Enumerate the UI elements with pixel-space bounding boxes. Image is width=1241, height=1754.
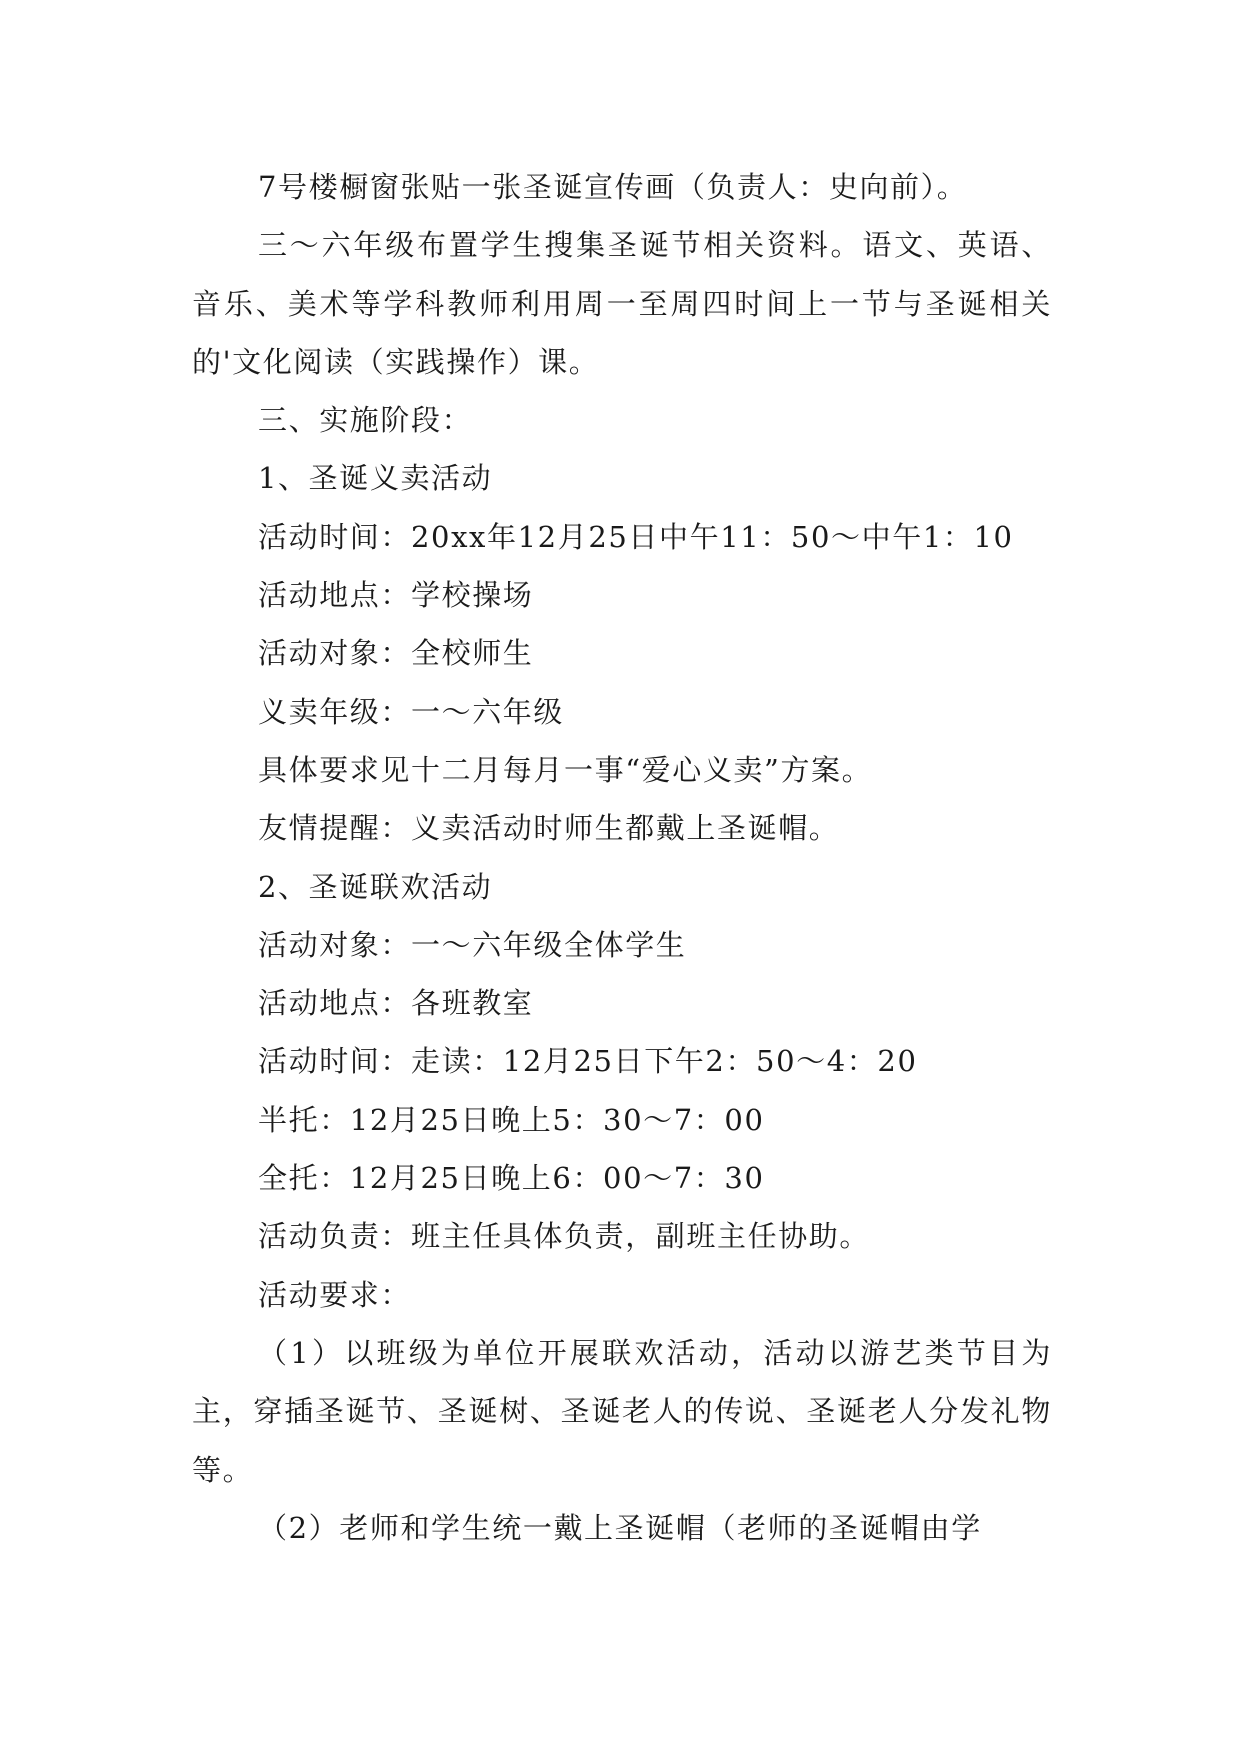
- party-audience: 活动对象：一～六年级全体学生: [258, 927, 687, 962]
- charity-audience: 活动对象：全校师生: [258, 636, 534, 671]
- charity-grades: 义卖年级：一～六年级: [258, 694, 565, 729]
- paragraph-poster: 7号楼橱窗张贴一张圣诞宣传画（负责人：史向前）。: [258, 170, 968, 204]
- charity-requirements: 具体要求见十二月每月一事“爱心义卖”方案。: [258, 752, 873, 787]
- party-location: 活动地点：各班教室: [258, 986, 534, 1021]
- charity-location: 活动地点：学校操场: [258, 578, 534, 613]
- section-heading-implementation: 三、实施阶段：: [258, 403, 473, 438]
- subheading-charity-sale: 1、圣诞义卖活动: [258, 461, 493, 496]
- party-responsible: 活动负责：班主任具体负责，副班主任协助。: [258, 1219, 871, 1254]
- party-requirement-1: （1）以班级为单位开展联欢活动，活动以游艺类节目为主，穿插圣诞节、圣诞树、圣诞老人的传说、圣诞老人分发礼物等。: [192, 1335, 1052, 1487]
- party-requirements-heading: 活动要求：: [258, 1277, 412, 1312]
- paragraph-grade-prep: 三～六年级布置学生搜集圣诞节相关资料。语文、英语、音乐、美术等学科教师利用周一至周四时间上一节与圣诞相关的'文化阅读（实践操作）课。: [192, 228, 1052, 379]
- party-time-day: 活动时间：走读：12月25日下午2：50～4：20: [258, 1044, 918, 1079]
- subheading-party: 2、圣诞联欢活动: [258, 869, 493, 904]
- charity-reminder: 友情提醒：义卖活动时师生都戴上圣诞帽。: [258, 811, 840, 846]
- party-time-full-board: 全托：12月25日晚上6：00～7：30: [258, 1161, 765, 1196]
- party-time-half-board: 半托：12月25日晚上5：30～7：00: [258, 1102, 765, 1137]
- document-body: [192, 158, 1052, 1557]
- party-requirement-2: （2）老师和学生统一戴上圣诞帽（老师的圣诞帽由学: [258, 1510, 982, 1545]
- charity-time: 活动时间：20xx年12月25日中午11：50～中午1：10: [258, 519, 1014, 554]
